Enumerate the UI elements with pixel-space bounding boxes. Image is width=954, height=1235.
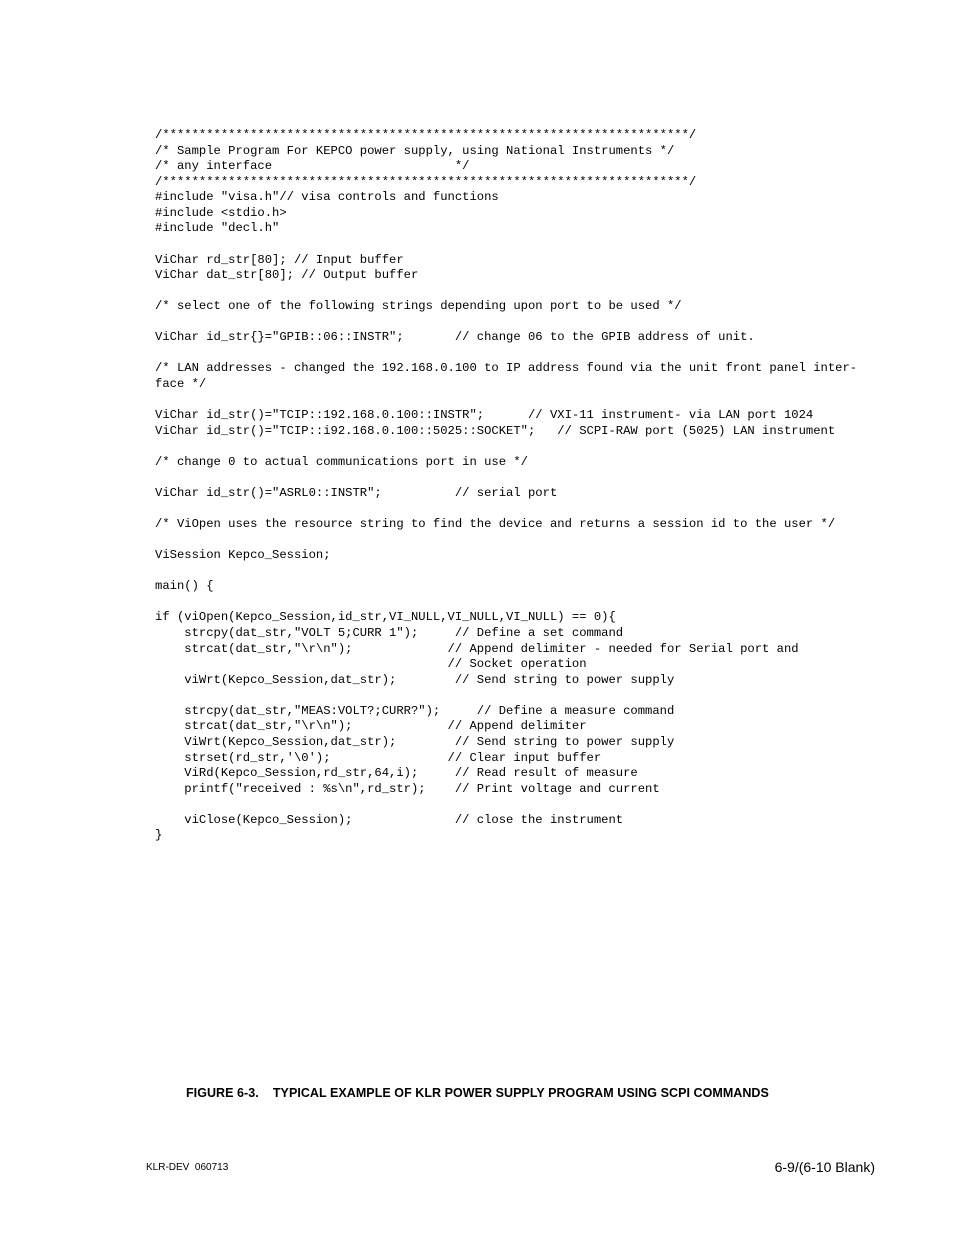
code-line: ViChar rd_str[80]; // Input buffer bbox=[155, 252, 404, 267]
figure-caption: FIGURE 6-3. TYPICAL EXAMPLE OF KLR POWER SUPPLY PROGRAM USING SCPI COMMANDS bbox=[186, 1086, 769, 1100]
code-line bbox=[155, 315, 895, 331]
code-line: ViWrt(Kepco_Session,dat_str); // Send string to power supply bbox=[155, 734, 675, 749]
code-listing bbox=[155, 128, 895, 844]
code-line: strcpy(dat_str,"VOLT 5;CURR 1"); // Define a set command bbox=[155, 626, 624, 640]
code-line bbox=[155, 284, 895, 300]
footer-page-number: 6-9/(6-10 Blank) bbox=[774, 1159, 875, 1175]
code-line: ViChar id_str()="TCIP::192.168.0.100::INSTR"; // VXI-11 instrument- via LAN port 1024 bbox=[155, 408, 814, 423]
code-line bbox=[155, 533, 895, 549]
code-line bbox=[155, 470, 895, 486]
code-line: strcat(dat_str,"\r\n"); // Append delimiter bbox=[155, 719, 587, 734]
code-line: ViChar id_str()="ASRL0::INSTR"; // serial port bbox=[155, 485, 558, 500]
code-line: viWrt(Kepco_Session,dat_str); // Send string to power supply bbox=[155, 672, 675, 687]
code-line bbox=[155, 595, 895, 611]
code-line: ViChar id_str{}="GPIB::06::INSTR"; // change 06 to the GPIB address of unit. bbox=[155, 330, 755, 345]
code-line: strcpy(dat_str,"MEAS:VOLT?;CURR?"); // Define a measure command bbox=[155, 703, 675, 718]
footer-document-id: KLR-DEV 060713 bbox=[146, 1162, 229, 1173]
code-line: /************************************************************************/ bbox=[155, 128, 697, 142]
code-line: /* LAN addresses - changed the 192.168.0.100 to IP address found via the unit front panel inter- bbox=[155, 361, 858, 376]
code-line: ViChar dat_str[80]; // Output buffer bbox=[155, 268, 419, 283]
code-line bbox=[155, 502, 895, 518]
code-line: strcat(dat_str,"\r\n"); // Append delimiter - needed for Serial port and bbox=[155, 641, 799, 656]
code-line: #include "decl.h" bbox=[155, 221, 280, 236]
code-line: /* select one of the following strings depending upon port to be used */ bbox=[155, 299, 682, 314]
code-line: main() { bbox=[155, 579, 214, 594]
code-line bbox=[155, 439, 895, 455]
code-line bbox=[155, 797, 895, 813]
code-line: #include "visa.h"// visa controls and functions bbox=[155, 190, 499, 205]
code-line: viClose(Kepco_Session); // close the instrument bbox=[155, 812, 624, 827]
code-line: face */ bbox=[155, 377, 207, 391]
code-line: ViSession Kepco_Session; bbox=[155, 548, 331, 563]
code-line: /* any interface */ bbox=[155, 159, 470, 174]
code-line: if (viOpen(Kepco_Session,id_str,VI_NULL,VI_NULL,VI_NULL) == 0){ bbox=[155, 610, 616, 625]
code-line bbox=[155, 564, 895, 580]
code-line: /* ViOpen uses the resource string to find the device and returns a session id to the user */ bbox=[155, 517, 836, 532]
code-line bbox=[155, 393, 895, 409]
code-line bbox=[155, 237, 895, 253]
code-line: /************************************************************************/ bbox=[155, 174, 697, 189]
code-line: printf("received : %s\n",rd_str); // Print voltage and current bbox=[155, 781, 660, 796]
code-line: /* change 0 to actual communications port in use */ bbox=[155, 454, 528, 469]
code-line: #include <stdio.h> bbox=[155, 205, 287, 220]
code-line: // Socket operation bbox=[155, 657, 587, 672]
code-line bbox=[155, 688, 895, 704]
code-line: ViChar id_str()="TCIP::i92.168.0.100::5025::SOCKET"; // SCPI-RAW port (5025) LAN instrument bbox=[155, 423, 836, 438]
code-line: strset(rd_str,'\0'); // Clear input buffer bbox=[155, 750, 602, 765]
code-line: ViRd(Kepco_Session,rd_str,64,i); // Read result of measure bbox=[155, 766, 638, 781]
code-line: /* Sample Program For KEPCO power supply, using National Instruments */ bbox=[155, 143, 675, 158]
code-line: } bbox=[155, 828, 163, 843]
code-line bbox=[155, 346, 895, 362]
